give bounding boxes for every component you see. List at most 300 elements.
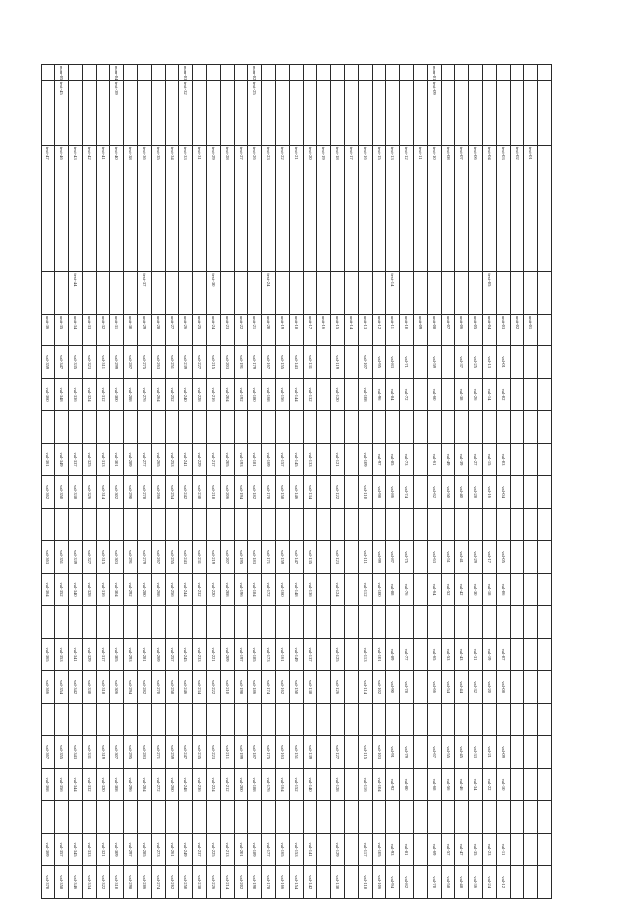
value-cell — [289, 606, 303, 639]
value-cell — [69, 508, 83, 541]
value-cell — [317, 768, 331, 801]
value-cell: val-311 — [96, 346, 110, 379]
indicator-cell: text-38 — [124, 145, 138, 272]
value-cell: val-313 — [96, 443, 110, 476]
value-cell: val-52 — [441, 573, 455, 606]
indicator-cell: text-28 — [220, 145, 234, 272]
value-cell: val-317 — [96, 638, 110, 671]
value-cell: val-302 — [110, 476, 124, 509]
indicator-cell: text-12 — [400, 145, 414, 272]
value-cell: val-239 — [179, 346, 193, 379]
value-cell — [414, 508, 428, 541]
row-number-cell: num-01 — [427, 65, 441, 81]
value-cell: val-103 — [372, 736, 386, 769]
value-cell — [55, 606, 69, 639]
value-cell — [414, 476, 428, 509]
value-cell — [496, 801, 510, 834]
value-cell — [262, 411, 276, 444]
value-cell: val-97 — [372, 443, 386, 476]
value-cell: val-230 — [193, 476, 207, 509]
value-cell — [41, 703, 55, 736]
value-cell — [345, 346, 359, 379]
section-name-cell — [483, 80, 497, 145]
value-cell: val-178 — [262, 866, 276, 899]
value-cell — [538, 703, 552, 736]
value-cell: val-09 — [496, 736, 510, 769]
section-name-cell — [414, 80, 428, 145]
value-cell: val-370 — [41, 866, 55, 899]
value-cell: val-306 — [110, 671, 124, 704]
value-cell — [317, 606, 331, 639]
value-cell: val-36 — [469, 866, 483, 899]
value-cell: val-164 — [276, 768, 290, 801]
unit-cell: unit-02 — [510, 314, 524, 345]
value-cell: val-39 — [455, 443, 469, 476]
table-row — [372, 65, 386, 899]
value-cell: val-247 — [179, 736, 193, 769]
value-cell: val-245 — [179, 638, 193, 671]
value-cell: val-324 — [82, 378, 96, 411]
value-cell: val-362 — [41, 476, 55, 509]
value-cell: val-353 — [55, 638, 69, 671]
value-cell: val-122 — [331, 476, 345, 509]
value-cell — [179, 508, 193, 541]
unit-cell: unit-03 — [496, 314, 510, 345]
unit-cell: unit-07 — [441, 314, 455, 345]
value-cell: val-308 — [110, 768, 124, 801]
value-cell — [538, 443, 552, 476]
value-cell: val-131 — [303, 346, 317, 379]
value-cell — [234, 411, 248, 444]
value-cell — [317, 476, 331, 509]
value-cell — [317, 736, 331, 769]
value-cell — [510, 768, 524, 801]
row-number-cell — [151, 65, 165, 81]
value-cell: val-354 — [55, 671, 69, 704]
value-cell: val-101 — [372, 638, 386, 671]
value-cell: val-252 — [165, 378, 179, 411]
value-cell — [82, 703, 96, 736]
value-cell — [524, 833, 538, 866]
value-cell: val-57 — [441, 833, 455, 866]
value-cell: val-201 — [234, 833, 248, 866]
value-cell — [496, 606, 510, 639]
value-cell — [165, 703, 179, 736]
value-cell: val-352 — [55, 573, 69, 606]
value-cell: val-37 — [455, 346, 469, 379]
unit-cell: unit-32 — [96, 314, 110, 345]
value-cell: val-219 — [207, 541, 221, 574]
value-cell — [441, 703, 455, 736]
value-cell: val-35 — [469, 833, 483, 866]
value-cell — [220, 606, 234, 639]
value-cell: val-124 — [331, 573, 345, 606]
value-cell: val-78 — [400, 671, 414, 704]
table-row — [151, 65, 165, 899]
row-number-cell — [400, 65, 414, 81]
value-cell: val-338 — [69, 476, 83, 509]
value-cell — [510, 476, 524, 509]
value-cell — [138, 801, 152, 834]
value-cell: val-346 — [69, 866, 83, 899]
value-cell: val-111 — [358, 541, 372, 574]
value-cell — [455, 606, 469, 639]
value-cell — [358, 801, 372, 834]
indicator-cell: text-41 — [96, 145, 110, 272]
value-cell: val-11 — [496, 833, 510, 866]
value-cell — [386, 411, 400, 444]
row-number-cell — [82, 65, 96, 81]
value-cell — [496, 703, 510, 736]
value-cell — [414, 801, 428, 834]
value-cell: val-355 — [55, 736, 69, 769]
value-cell — [220, 801, 234, 834]
value-cell: val-96 — [372, 378, 386, 411]
row-number-cell — [358, 65, 372, 81]
category-cell — [82, 272, 96, 315]
value-cell — [524, 768, 538, 801]
value-cell: val-139 — [303, 736, 317, 769]
value-cell — [124, 411, 138, 444]
value-cell: val-140 — [303, 768, 317, 801]
table-row — [510, 65, 524, 899]
row-number-cell — [262, 65, 276, 81]
table-row — [414, 65, 428, 899]
value-cell: val-94 — [386, 866, 400, 899]
category-cell — [110, 272, 124, 315]
value-cell: val-262 — [165, 866, 179, 899]
table-row — [538, 65, 552, 899]
value-cell: val-327 — [82, 541, 96, 574]
unit-cell: unit-27 — [165, 314, 179, 345]
category-cell — [96, 272, 110, 315]
row-number-cell — [234, 65, 248, 81]
category-cell — [372, 272, 386, 315]
value-cell: val-172 — [262, 573, 276, 606]
section-name-cell — [165, 80, 179, 145]
value-cell — [345, 508, 359, 541]
value-cell — [345, 411, 359, 444]
row-number-cell — [138, 65, 152, 81]
value-cell — [524, 573, 538, 606]
value-cell — [510, 443, 524, 476]
value-cell: val-242 — [179, 476, 193, 509]
value-cell — [441, 411, 455, 444]
value-cell: val-15 — [483, 443, 497, 476]
value-cell: val-27 — [469, 443, 483, 476]
value-cell — [317, 411, 331, 444]
value-cell — [510, 573, 524, 606]
value-cell: val-212 — [220, 768, 234, 801]
value-cell: val-135 — [303, 541, 317, 574]
value-cell: val-129 — [331, 833, 345, 866]
indicator-cell: text-19 — [317, 145, 331, 272]
value-cell: val-205 — [220, 443, 234, 476]
value-cell — [55, 508, 69, 541]
value-cell — [55, 411, 69, 444]
value-cell — [193, 801, 207, 834]
indicator-cell: text-11 — [414, 145, 428, 272]
value-cell — [289, 703, 303, 736]
value-cell — [317, 671, 331, 704]
value-cell: val-13 — [483, 346, 497, 379]
value-cell: val-47 — [455, 833, 469, 866]
row-number-cell — [220, 65, 234, 81]
row-number-cell — [510, 65, 524, 81]
value-cell: val-183 — [248, 541, 262, 574]
value-cell: val-196 — [234, 573, 248, 606]
value-cell: val-175 — [262, 736, 276, 769]
value-cell — [414, 866, 428, 899]
value-cell: val-217 — [207, 443, 221, 476]
value-cell: val-29 — [469, 541, 483, 574]
value-cell — [414, 346, 428, 379]
value-cell — [234, 606, 248, 639]
value-cell — [524, 703, 538, 736]
value-cell: val-168 — [262, 378, 276, 411]
value-cell: val-277 — [138, 443, 152, 476]
value-cell — [179, 703, 193, 736]
table-row — [193, 65, 207, 899]
value-cell: val-210 — [220, 671, 234, 704]
value-cell: val-197 — [234, 638, 248, 671]
section-name-cell — [234, 80, 248, 145]
section-name-cell — [262, 80, 276, 145]
value-cell: val-58 — [441, 866, 455, 899]
section-name-cell — [331, 80, 345, 145]
value-cell: val-310 — [110, 866, 124, 899]
value-cell: val-204 — [220, 378, 234, 411]
value-cell: val-99 — [372, 541, 386, 574]
value-cell: val-174 — [262, 671, 276, 704]
value-cell — [538, 638, 552, 671]
category-cell — [193, 272, 207, 315]
value-cell — [331, 508, 345, 541]
row-number-cell — [455, 65, 469, 81]
value-cell: val-283 — [138, 736, 152, 769]
indicator-cell: text-33 — [179, 145, 193, 272]
value-cell: val-158 — [276, 476, 290, 509]
value-cell: val-272 — [151, 768, 165, 801]
value-cell: val-263 — [151, 346, 165, 379]
value-cell: val-369 — [41, 833, 55, 866]
value-cell — [220, 411, 234, 444]
table-row — [483, 65, 497, 899]
row-number-cell — [386, 65, 400, 81]
value-cell: val-228 — [193, 378, 207, 411]
value-cell — [469, 508, 483, 541]
value-cell — [400, 411, 414, 444]
table-row — [455, 65, 469, 899]
value-cell — [483, 703, 497, 736]
value-cell — [276, 606, 290, 639]
value-cell: val-121 — [331, 443, 345, 476]
value-cell: val-10 — [496, 768, 510, 801]
category-cell: text-24 — [262, 272, 276, 315]
value-cell: val-266 — [151, 476, 165, 509]
section-name-cell — [524, 80, 538, 145]
value-cell — [179, 801, 193, 834]
section-name-cell: text-32 — [179, 80, 193, 145]
value-cell: val-280 — [138, 573, 152, 606]
value-cell — [234, 703, 248, 736]
value-cell: val-251 — [165, 346, 179, 379]
value-cell — [41, 801, 55, 834]
value-cell: val-161 — [276, 638, 290, 671]
value-cell: val-190 — [248, 866, 262, 899]
row-number-cell: num-02 — [248, 65, 262, 81]
value-cell — [414, 606, 428, 639]
unit-cell: unit-31 — [110, 314, 124, 345]
indicator-cell: text-26 — [248, 145, 262, 272]
unit-cell: unit-19 — [276, 314, 290, 345]
value-cell: val-166 — [276, 866, 290, 899]
value-cell — [262, 801, 276, 834]
value-cell: val-296 — [124, 768, 138, 801]
value-cell: val-95 — [372, 346, 386, 379]
value-cell: val-79 — [400, 736, 414, 769]
value-cell: val-293 — [124, 638, 138, 671]
table-row — [317, 65, 331, 899]
value-cell: val-243 — [179, 541, 193, 574]
category-cell — [345, 272, 359, 315]
value-cell: val-241 — [179, 443, 193, 476]
value-cell: val-267 — [151, 541, 165, 574]
value-cell — [207, 411, 221, 444]
value-cell: val-127 — [331, 736, 345, 769]
row-number-cell — [193, 65, 207, 81]
value-cell: val-44 — [455, 671, 469, 704]
value-cell: val-22 — [483, 768, 497, 801]
value-cell — [496, 508, 510, 541]
value-cell: val-331 — [82, 736, 96, 769]
value-cell — [96, 801, 110, 834]
value-cell: val-341 — [69, 638, 83, 671]
category-cell — [441, 272, 455, 315]
value-cell: val-84 — [386, 378, 400, 411]
value-cell: val-136 — [303, 573, 317, 606]
value-cell — [207, 801, 221, 834]
value-cell: val-314 — [96, 476, 110, 509]
table-row — [234, 65, 248, 899]
value-cell: val-55 — [441, 736, 455, 769]
indicator-cell: text-01 — [524, 145, 538, 272]
value-cell: val-85 — [386, 443, 400, 476]
row-number-cell — [289, 65, 303, 81]
value-cell: val-88 — [386, 573, 400, 606]
value-cell — [69, 801, 83, 834]
value-cell — [510, 703, 524, 736]
value-cell: val-186 — [248, 671, 262, 704]
value-cell — [510, 638, 524, 671]
value-cell — [469, 411, 483, 444]
value-cell: val-87 — [386, 541, 400, 574]
section-name-cell — [372, 80, 386, 145]
row-number-cell — [303, 65, 317, 81]
value-cell — [220, 703, 234, 736]
row-number-cell — [372, 65, 386, 81]
value-cell — [455, 801, 469, 834]
value-cell — [248, 801, 262, 834]
value-cell: val-157 — [276, 443, 290, 476]
value-cell: val-322 — [96, 866, 110, 899]
value-cell — [151, 606, 165, 639]
value-cell: val-330 — [82, 671, 96, 704]
value-cell — [524, 411, 538, 444]
value-cell: val-14 — [483, 378, 497, 411]
category-cell — [41, 272, 55, 315]
value-cell — [193, 606, 207, 639]
unit-cell: unit-23 — [220, 314, 234, 345]
value-cell — [317, 573, 331, 606]
category-cell — [248, 272, 262, 315]
unit-cell: unit-16 — [317, 314, 331, 345]
value-cell: val-215 — [207, 346, 221, 379]
value-cell — [510, 671, 524, 704]
table-row — [124, 65, 138, 899]
value-cell — [345, 866, 359, 899]
value-cell — [524, 638, 538, 671]
value-cell: val-155 — [276, 346, 290, 379]
value-cell — [538, 833, 552, 866]
category-cell — [524, 272, 538, 315]
value-cell: val-16 — [483, 476, 497, 509]
value-cell: val-01 — [496, 346, 510, 379]
row-number-cell — [41, 65, 55, 81]
value-cell — [262, 703, 276, 736]
row-number-cell: num-05 — [55, 65, 69, 81]
value-cell — [69, 703, 83, 736]
value-cell: val-114 — [358, 671, 372, 704]
value-cell: val-236 — [193, 768, 207, 801]
value-cell: val-364 — [41, 573, 55, 606]
value-cell: val-234 — [193, 671, 207, 704]
value-cell — [510, 411, 524, 444]
table-row — [400, 65, 414, 899]
value-cell: val-81 — [400, 833, 414, 866]
value-cell: val-299 — [110, 346, 124, 379]
table-row — [55, 65, 69, 899]
value-cell: val-19 — [483, 638, 497, 671]
table-row — [386, 65, 400, 899]
value-cell: val-64 — [427, 573, 441, 606]
value-cell — [317, 833, 331, 866]
category-cell — [303, 272, 317, 315]
value-cell: val-147 — [289, 541, 303, 574]
table-row — [262, 65, 276, 899]
value-cell — [414, 573, 428, 606]
table-row — [524, 65, 538, 899]
value-cell: val-279 — [138, 541, 152, 574]
value-cell — [414, 736, 428, 769]
value-cell: val-50 — [441, 476, 455, 509]
value-cell: val-216 — [207, 378, 221, 411]
value-cell: val-06 — [496, 573, 510, 606]
unit-cell: unit-06 — [455, 314, 469, 345]
section-name-cell — [207, 80, 221, 145]
section-name-cell — [469, 80, 483, 145]
value-cell — [69, 411, 83, 444]
section-name-cell — [69, 80, 83, 145]
value-cell — [179, 606, 193, 639]
indicator-cell: text-36 — [138, 145, 152, 272]
table-row — [345, 65, 359, 899]
section-name-cell — [276, 80, 290, 145]
value-cell: val-167 — [262, 346, 276, 379]
value-cell — [82, 606, 96, 639]
value-cell: val-297 — [124, 833, 138, 866]
value-cell — [151, 411, 165, 444]
